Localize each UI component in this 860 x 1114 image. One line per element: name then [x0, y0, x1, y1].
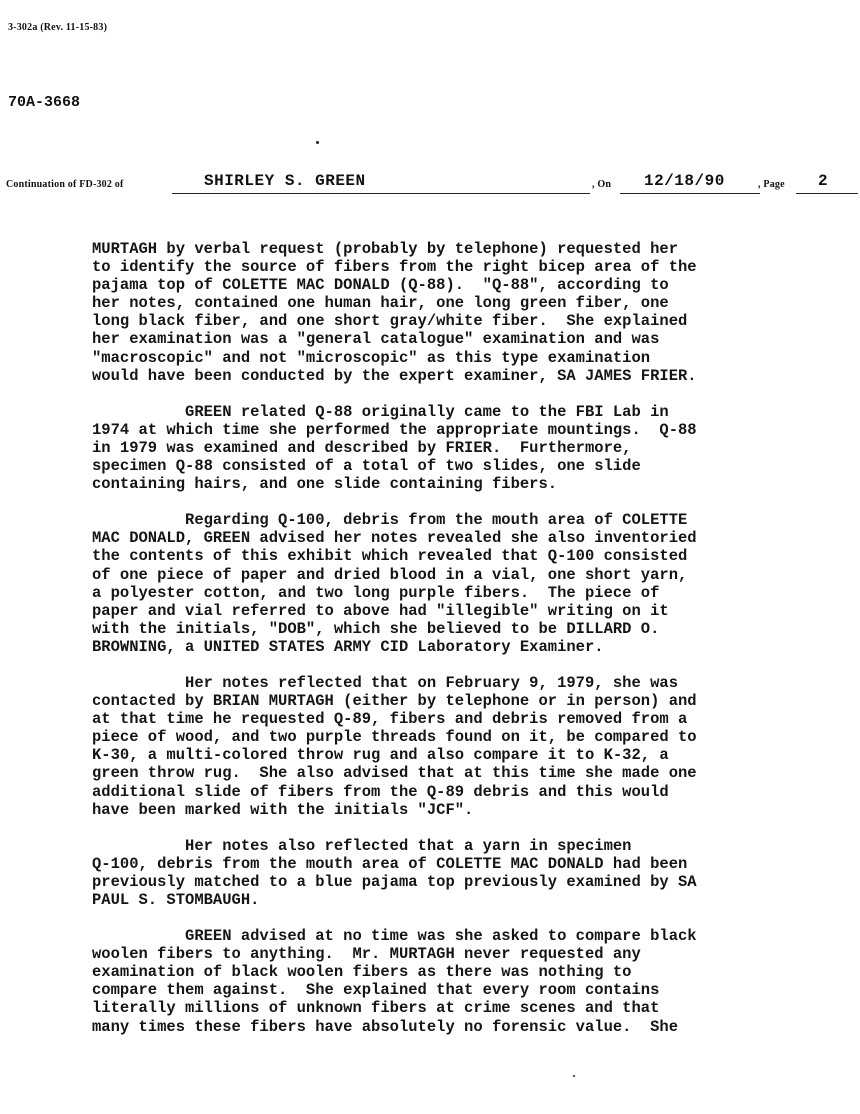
file-number: 70A-3668 [8, 94, 81, 111]
scan-speck [573, 1075, 575, 1077]
paragraph: Her notes also reflected that a yarn in specimen Q-100, debris from the mouth area of COLETTE MAC DONALD had been previously matched to a blue pajama top previously examined by SA PAUL S. STOMBAUGH. [92, 836, 697, 909]
on-label: , On [592, 179, 612, 190]
subject-name: SHIRLEY S. GREEN [204, 172, 366, 190]
continuation-header [0, 164, 860, 194]
paragraph: MURTAGH by verbal request (probably by telephone) requested her to identify the source of fibers from the right bicep area of the pajama top of COLETTE MAC DONALD (Q-88). "Q-88", according to her notes, contained one human hair, one long green fiber, one long black fiber, and one short gray/white fiber. She explained her examination was a "general catalogue" examination and was "macroscopic" and not "microscopic" as this type examination would have been conducted by the expert examiner, SA JAMES FRIER. [92, 240, 697, 385]
form-code: 3-302a (Rev. 11-15-83) [8, 22, 108, 33]
page-number: 2 [818, 172, 829, 190]
continuation-label: Continuation of FD-302 of [6, 179, 124, 190]
page-label: , Page [758, 179, 785, 190]
paragraph: Her notes reflected that on February 9, 1979, she was contacted by BRIAN MURTAGH (either by telephone or in person) and at that time he requested Q-89, fibers and debris removed from a piece of wood, and two purple threads found on it, be compared to K-30, a multi-colored throw rug and also compare it to K-32, a green throw rug. She also advised that at this time she made one additional slide of fibers from the Q-89 debris and this would have been marked with the initials "JCF". [92, 673, 697, 819]
paragraph: GREEN related Q-88 originally came to the FBI Lab in 1974 at which time she performed the appropriate mountings. Q-88 in 1979 was examined and described by FRIER. Furthermore, specimen Q-88 consisted of a total of two slides, one slide containing hairs, and one slide containing fibers. [92, 402, 697, 494]
scan-speck [316, 141, 319, 144]
paragraph: Regarding Q-100, debris from the mouth area of COLETTE MAC DONALD, GREEN advised her notes revealed she also inventoried the contents of this exhibit which revealed that Q-100 consisted of one piece of paper and dried blood in a vial, one short yarn, a polyester cotton, and two long purple fibers. The piece of paper and vial referred to above had "illegible" writing on it with the initials, "DOB", which she believed to be DILLARD O. BROWNING, a UNITED STATES ARMY CID Laboratory Examiner. [92, 511, 697, 656]
document-body [92, 240, 832, 1054]
paragraph: GREEN advised at no time was she asked to compare black woolen fibers to anything. Mr. MURTAGH never requested any examination of black woolen fibers as there was nothing to compare them against. She explained that every room contains literally millions of unknown fibers at crime scenes and that many times these fibers have absolutely no forensic value. She [92, 927, 697, 1036]
report-date: 12/18/90 [644, 172, 725, 190]
